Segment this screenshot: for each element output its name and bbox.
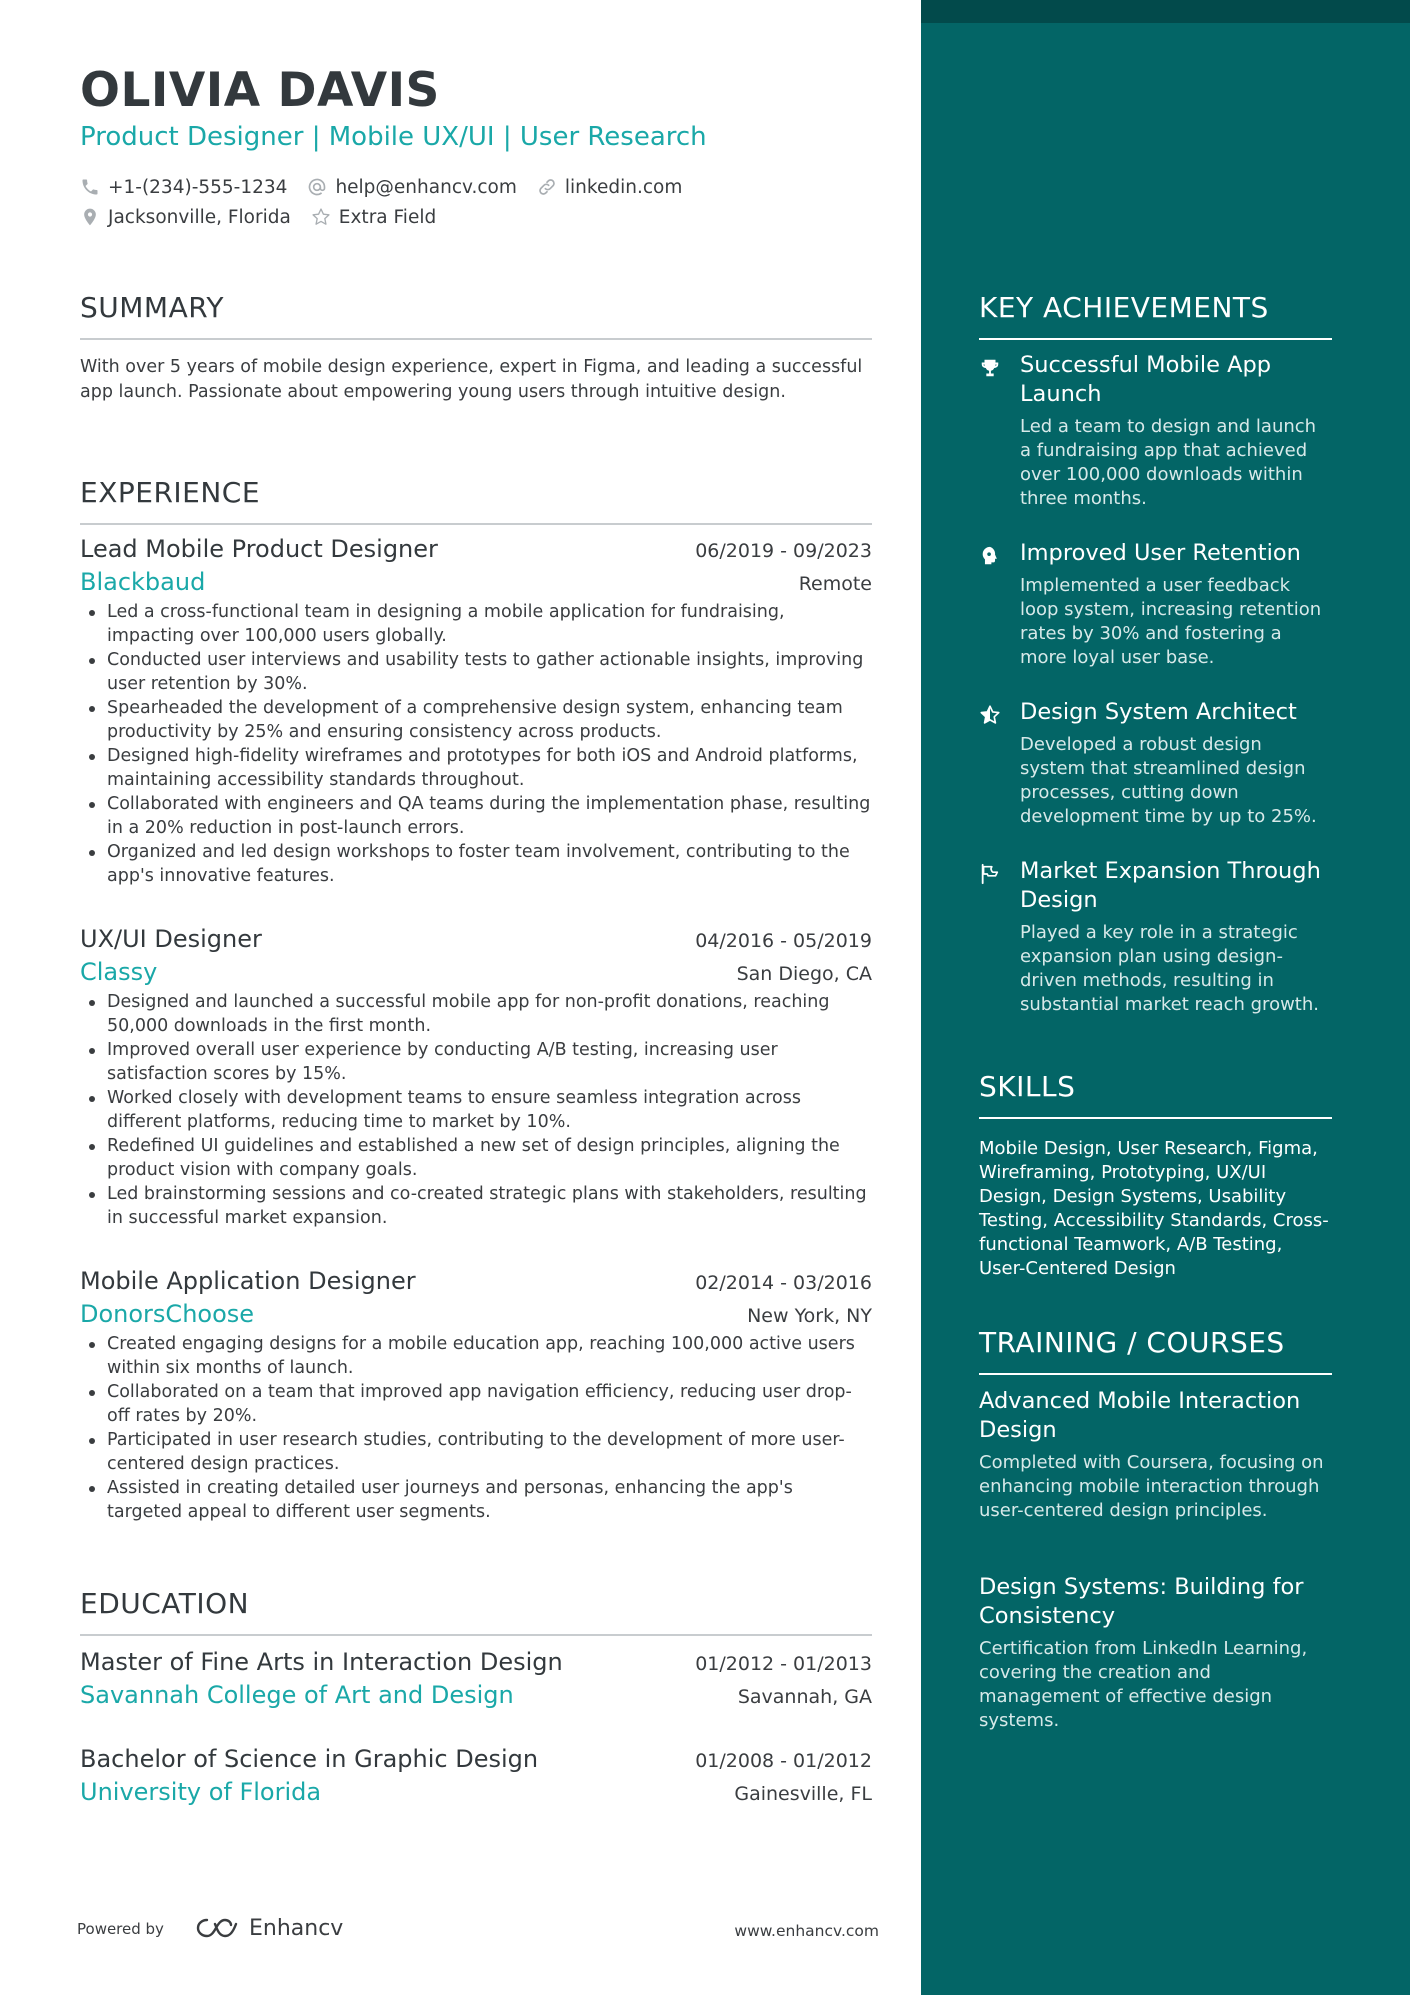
achievement-desc: Played a key role in a strategic expansion plan using design-driven methods, resulting in substantial market reach growth. <box>1020 922 1319 1015</box>
job-company: Classy <box>80 958 158 986</box>
course-title: Advanced Mobile Interaction Design <box>979 1388 1301 1443</box>
experience-section <box>80 474 872 525</box>
bullet-item: Created engaging designs for a mobile education app, reaching 100,000 active users within six months of launch. <box>80 1332 872 1380</box>
job-entry <box>80 1267 872 1524</box>
contact-row <box>80 202 872 232</box>
job-subheader <box>80 1300 872 1328</box>
bullet-item: Improved overall user experience by conducting A/B testing, increasing user satisfaction scores by 15%. <box>80 1038 872 1086</box>
bullet-item: Led brainstorming sessions and co-created strategic plans with stakeholders, resulting in successful market expansion. <box>80 1182 872 1230</box>
powered-by-text: Powered by <box>77 1920 164 1938</box>
bullet-item: Organized and led design workshops to foster team involvement, contributing to the app's innovative features. <box>80 840 872 888</box>
job-company: DonorsChoose <box>80 1300 255 1328</box>
at-icon <box>307 177 327 197</box>
location-text: Jacksonville, Florida <box>108 206 291 228</box>
section-divider <box>979 1117 1332 1119</box>
job-header <box>80 535 872 563</box>
achievement-title: Improved User Retention <box>1020 540 1301 566</box>
bullet-item: Redefined UI guidelines and established a new set of design principles, aligning the product vision with company goals. <box>80 1134 872 1182</box>
bullet-item: Led a cross-functional team in designing a mobile application for fundraising, impacting over 100,000 users globally. <box>80 600 872 648</box>
sidebar-top-band <box>921 0 1410 23</box>
bullet-item: Designed and launched a successful mobile app for non-profit donations, reaching 50,000 downloads in the first month. <box>80 990 872 1038</box>
degree-title: Bachelor of Science in Graphic Design <box>80 1745 539 1773</box>
education-dates: 01/2008 - 01/2012 <box>695 1750 872 1772</box>
education-header <box>80 1745 872 1773</box>
link-icon <box>537 177 557 197</box>
job-subheader <box>80 958 872 986</box>
brand-logo[interactable] <box>195 1915 343 1941</box>
school-name: University of Florida <box>80 1778 322 1806</box>
trophy-icon <box>979 357 1001 379</box>
section-divider <box>979 338 1332 340</box>
achievements-section <box>979 289 1332 340</box>
job-subheader <box>80 568 872 596</box>
job-dates: 02/2014 - 03/2016 <box>695 1272 872 1294</box>
course-desc: Completed with Coursera, focusing on enhancing mobile interaction through user-centered design principles. <box>979 1452 1324 1521</box>
course-item <box>979 1387 1332 1523</box>
job-title: Lead Mobile Product Designer <box>80 535 438 563</box>
contact-row <box>80 172 872 202</box>
job-header <box>80 925 872 953</box>
job-dates: 04/2016 - 05/2019 <box>695 930 872 952</box>
school-location: Savannah, GA <box>737 1686 872 1708</box>
summary-section <box>80 289 872 404</box>
skills-title: SKILLS <box>979 1070 1076 1103</box>
contact-link[interactable] <box>537 177 682 198</box>
job-title: UX/UI Designer <box>80 925 262 953</box>
course-title: Design Systems: Building for Consistency <box>979 1574 1304 1629</box>
experience-title: EXPERIENCE <box>80 476 261 509</box>
summary-title: SUMMARY <box>80 291 225 324</box>
education-title: EDUCATION <box>80 1587 250 1620</box>
bullet-item: Assisted in creating detailed user journeys and personas, enhancing the app's targeted appeal to different user segments. <box>80 1476 872 1524</box>
skills-section <box>979 1068 1332 1281</box>
candidate-headline: Product Designer | Mobile UX/UI | User Research <box>80 122 707 152</box>
job-title: Mobile Application Designer <box>80 1267 416 1295</box>
achievement-desc: Led a team to design and launch a fundraising app that achieved over 100,000 downloads within three months. <box>1020 416 1317 509</box>
education-entry <box>80 1648 872 1709</box>
education-subheader <box>80 1681 872 1709</box>
job-company: Blackbaud <box>80 568 206 596</box>
job-location: New York, NY <box>747 1305 872 1327</box>
section-divider <box>80 338 872 340</box>
bullet-item: Participated in user research studies, contributing to the development of more user-centered design practices. <box>80 1428 872 1476</box>
job-bullets <box>80 1332 872 1524</box>
candidate-name: OLIVIA DAVIS <box>80 63 440 118</box>
education-entry <box>80 1745 872 1806</box>
star-icon <box>311 207 331 227</box>
bullet-item: Conducted user interviews and usability tests to gather actionable insights, improving user retention by 30%. <box>80 648 872 696</box>
skills-text: Mobile Design, User Research, Figma, Wireframing, Prototyping, UX/UI Design, Design Systems, Usability Testing, Accessibility Standards, Cross-functional Teamwork, A/B Testing, User-Centered Design <box>979 1138 1329 1279</box>
training-title: TRAINING / COURSES <box>979 1326 1285 1359</box>
section-divider <box>80 1634 872 1636</box>
course-item <box>979 1573 1332 1733</box>
bullet-item: Collaborated with engineers and QA teams during the implementation phase, resulting in a 20% reduction in post-launch errors. <box>80 792 872 840</box>
course-desc: Certification from LinkedIn Learning, covering the creation and management of effective design systems. <box>979 1638 1308 1731</box>
job-entry <box>80 925 872 1230</box>
section-divider <box>80 523 872 525</box>
training-section <box>979 1324 1332 1375</box>
degree-title: Master of Fine Arts in Interaction Design <box>80 1648 563 1676</box>
job-dates: 06/2019 - 09/2023 <box>695 540 872 562</box>
flag-icon <box>979 863 1001 885</box>
link-text[interactable]: linkedin.com <box>564 176 683 198</box>
star-half-icon <box>979 704 1001 726</box>
contact-extra <box>311 207 436 228</box>
achievements-title: KEY ACHIEVEMENTS <box>979 291 1269 324</box>
achievement-item <box>979 857 1332 1017</box>
contact-location <box>80 207 291 228</box>
school-location: Gainesville, FL <box>734 1783 872 1805</box>
footer-website[interactable]: www.enhancv.com <box>734 1922 879 1940</box>
section-divider <box>979 1373 1332 1375</box>
phone-text: +1-(234)-555-1234 <box>108 176 288 198</box>
contact-phone <box>80 177 287 198</box>
achievement-item <box>979 539 1332 670</box>
enhancv-logo-icon <box>195 1915 241 1941</box>
achievement-title: Successful Mobile App Launch <box>1020 352 1272 407</box>
summary-text: With over 5 years of mobile design experience, expert in Figma, and leading a successful app launch. Passionate about empowering young users through intuitive design. <box>80 357 863 402</box>
location-pin-icon <box>80 207 100 227</box>
achievement-item <box>979 351 1332 511</box>
achievement-title: Design System Architect <box>1020 699 1297 725</box>
bullet-item: Spearheaded the development of a comprehensive design system, enhancing team productivity by 25% and ensuring consistency across products. <box>80 696 872 744</box>
contact-email[interactable] <box>307 177 516 198</box>
school-name: Savannah College of Art and Design <box>80 1681 514 1709</box>
brain-icon <box>979 545 1001 567</box>
bullet-item: Worked closely with development teams to ensure seamless integration across different platforms, reducing time to market by 10%. <box>80 1086 872 1134</box>
bullet-item: Designed high-fidelity wireframes and prototypes for both iOS and Android platforms, maintaining accessibility standards throughout. <box>80 744 872 792</box>
education-header <box>80 1648 872 1676</box>
brand-name: Enhancv <box>249 1915 344 1941</box>
bullet-item: Collaborated on a team that improved app navigation efficiency, reducing user drop-off rates by 20%. <box>80 1380 872 1428</box>
achievement-item <box>979 698 1332 829</box>
achievement-desc: Implemented a user feedback loop system, increasing retention rates by 30% and fostering a more loyal user base. <box>1020 575 1322 668</box>
email-text[interactable]: help@enhancv.com <box>335 176 517 198</box>
job-bullets <box>80 990 872 1230</box>
job-location: Remote <box>798 573 872 595</box>
job-location: San Diego, CA <box>736 963 872 985</box>
education-section <box>80 1585 872 1636</box>
job-entry <box>80 535 872 888</box>
footer <box>77 1910 879 1950</box>
achievement-title: Market Expansion Through Design <box>1020 858 1321 913</box>
extra-field-text: Extra Field <box>338 206 437 228</box>
job-bullets <box>80 600 872 888</box>
education-dates: 01/2012 - 01/2013 <box>695 1653 872 1675</box>
education-subheader <box>80 1778 872 1806</box>
achievement-desc: Developed a robust design system that streamlined design processes, cutting down development time by up to 25%. <box>1020 734 1317 827</box>
contact-info <box>80 172 872 232</box>
phone-icon <box>80 177 100 197</box>
job-header <box>80 1267 872 1295</box>
